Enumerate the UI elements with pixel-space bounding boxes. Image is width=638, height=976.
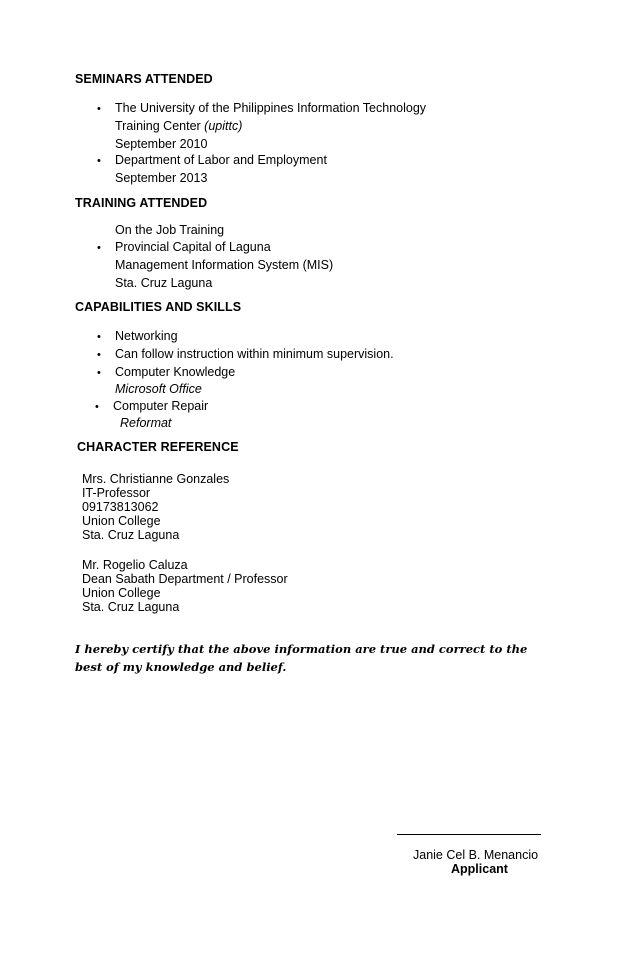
ref2-line: Union College <box>82 586 161 600</box>
seminars-heading: SEMINARS ATTENDED <box>75 72 213 86</box>
training-line-3: Sta. Cruz Laguna <box>115 276 213 290</box>
signature-line <box>397 834 541 835</box>
bullet-icon: • <box>97 242 101 254</box>
training-pre-line: On the Job Training <box>115 223 225 237</box>
skill-item: Networking <box>115 329 178 343</box>
skills-heading: CAPABILITIES AND SKILLS <box>75 300 242 314</box>
ref1-line: Mrs. Christianne Gonzales <box>82 472 230 486</box>
seminar-1-line-1: The University of the Philippines Information Technology <box>115 101 427 115</box>
ref1-line: IT-Professor <box>82 486 151 500</box>
bullet-icon: • <box>97 349 101 361</box>
bullet-icon: • <box>97 103 101 115</box>
signature-role: Applicant <box>451 862 508 876</box>
seminar-1-date: September 2010 <box>115 137 208 151</box>
skill-item: Can follow instruction within minimum supervision. <box>115 347 394 361</box>
bullet-icon: • <box>97 331 101 343</box>
skill-subitem: Microsoft Office <box>115 382 202 396</box>
reference-heading: CHARACTER REFERENCE <box>77 440 239 454</box>
ref2-line: Sta. Cruz Laguna <box>82 600 180 614</box>
certification-statement: I hereby certify that the above information are true and correct to the best of my knowledge and belief. <box>75 642 528 674</box>
ref1-line: Sta. Cruz Laguna <box>82 528 180 542</box>
skill-item: Computer Knowledge <box>115 365 236 379</box>
signature-name: Janie Cel B. Menancio <box>413 848 539 862</box>
ref2-line: Mr. Rogelio Caluza <box>82 558 188 572</box>
bullet-icon: • <box>97 155 101 167</box>
seminar-1-line-2: Training Center (upittc) <box>115 119 243 133</box>
training-line-2: Management Information System (MIS) <box>115 258 334 272</box>
ref1-line: 09173813062 <box>82 500 159 514</box>
seminar-2-line-1: Department of Labor and Employment <box>115 153 327 167</box>
training-heading: TRAINING ATTENDED <box>75 196 208 210</box>
bullet-icon: • <box>95 401 99 413</box>
training-line-1: Provincial Capital of Laguna <box>115 240 271 254</box>
skill-item: Computer Repair <box>113 399 209 413</box>
skill-subitem: Reformat <box>120 416 172 430</box>
ref2-line: Dean Sabath Department / Professor <box>82 572 288 586</box>
ref1-line: Union College <box>82 514 161 528</box>
seminar-2-date: September 2013 <box>115 171 208 185</box>
bullet-icon: • <box>97 367 101 379</box>
